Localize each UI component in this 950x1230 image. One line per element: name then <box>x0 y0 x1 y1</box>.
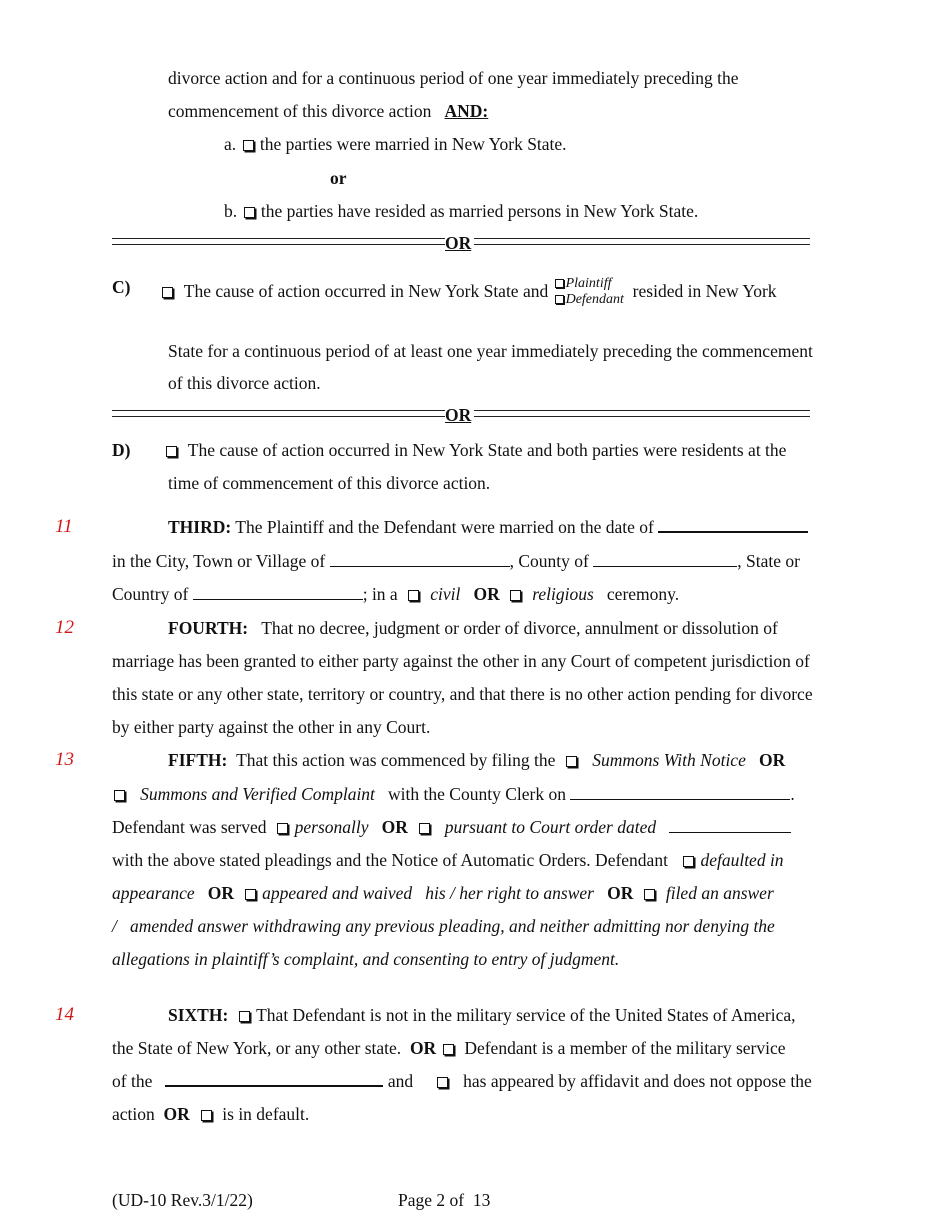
defendant-checkbox[interactable] <box>555 295 564 304</box>
waived-label: appeared and waived his / her right to answer <box>262 883 594 903</box>
section-c-line1 <box>160 276 777 308</box>
fifth-line5 <box>112 882 774 904</box>
pleadings-text: with the above stated pleadings and the Notice of Automatic Orders. Defendant <box>112 850 668 870</box>
option-a-checkbox[interactable] <box>243 140 254 151</box>
option-b-checkbox[interactable] <box>244 207 255 218</box>
default-checkbox[interactable] <box>201 1110 212 1121</box>
and-label: and <box>387 1071 414 1091</box>
paragraph-number-14: 14 <box>55 1004 74 1025</box>
section-b-line2 <box>168 100 488 122</box>
sixth-line3 <box>112 1070 812 1092</box>
separator-rule-right <box>474 410 810 417</box>
section-d-line2: time of commencement of this divorce action. <box>168 473 491 493</box>
ceremony-label: ceremony. <box>606 584 680 604</box>
served-text: Defendant was served <box>112 817 267 837</box>
section-b-line1: divorce action and for a continuous period of one year immediately preceding the <box>168 68 739 88</box>
or-label: or <box>330 168 347 188</box>
county-field[interactable] <box>593 552 737 567</box>
or-label: OR <box>473 584 500 604</box>
section-c-label: C) <box>112 277 131 297</box>
civil-label: civil <box>430 584 461 604</box>
court-order-date-field[interactable] <box>669 818 791 833</box>
personally-label: personally <box>294 817 369 837</box>
summons-notice-checkbox[interactable] <box>566 756 577 767</box>
ceremony-intro: ; in a <box>362 584 398 604</box>
separator-rule-left <box>112 238 445 245</box>
fourth-heading: FOURTH: <box>168 618 249 638</box>
summons-complaint-checkbox[interactable] <box>114 790 125 801</box>
separator-rule-right <box>474 238 810 245</box>
option-a-marker: a. <box>224 134 237 154</box>
page-number: Page 2 of 13 <box>398 1190 491 1210</box>
summons-complaint-label: Summons and Verified Complaint <box>140 784 375 804</box>
military-member-text: Defendant is a member of the military service <box>464 1038 786 1058</box>
plaintiff-checkbox[interactable] <box>555 279 564 288</box>
of-the-label: of the <box>112 1071 153 1091</box>
sixth-line2 <box>112 1037 786 1059</box>
filed-answer-label: filed an answer <box>665 883 774 903</box>
fourth-line4: by either party against the other in any Court. <box>112 717 431 737</box>
military-member-checkbox[interactable] <box>443 1044 454 1055</box>
religious-label: religious <box>532 584 594 604</box>
section-d-label: D) <box>112 440 131 460</box>
court-order-label: pursuant to Court order dated <box>444 817 657 837</box>
or-label: OR <box>381 817 408 837</box>
third-line2 <box>112 550 800 572</box>
civil-checkbox[interactable] <box>408 590 419 601</box>
state-label: , State or <box>737 551 800 571</box>
or-label: OR <box>207 883 234 903</box>
section-c-line2: State for a continuous period of at least one year immediately preceding the commencement <box>168 341 813 361</box>
section-d-checkbox[interactable] <box>166 446 177 457</box>
fifth-line3 <box>112 816 791 838</box>
country-field[interactable] <box>193 585 363 600</box>
fourth-line2: marriage has been granted to either party against the other in any Court of competent jurisdiction of <box>112 651 810 671</box>
fifth-heading: FIFTH: <box>168 750 228 770</box>
option-b-text: the parties have resided as married persons in New York State. <box>260 201 699 221</box>
summons-notice-label: Summons With Notice <box>592 750 746 770</box>
paragraph-number-11: 11 <box>55 516 73 537</box>
fourth-line3: this state or any other state, territory or country, and that there is no other action pending for divorce <box>112 684 813 704</box>
city-field[interactable] <box>330 552 510 567</box>
separator-or: OR <box>445 233 472 253</box>
fourth-text1: That no decree, judgment or order of divorce, annulment or dissolution of <box>261 618 778 638</box>
court-order-checkbox[interactable] <box>419 823 430 834</box>
fifth-line4 <box>112 849 784 871</box>
sixth-text1: That Defendant is not in the military service of the United States of America, <box>256 1005 796 1025</box>
option-b-marker: b. <box>224 201 238 221</box>
option-a <box>224 133 567 155</box>
appearance-label: appearance <box>112 883 195 903</box>
fifth-line7: allegations in plaintiff’s complaint, and consenting to entry of judgment. <box>112 949 620 969</box>
waived-checkbox[interactable] <box>245 889 256 900</box>
option-b <box>224 200 698 222</box>
default-text: is in default. <box>222 1104 310 1124</box>
filed-answer-checkbox[interactable] <box>644 889 655 900</box>
affidavit-checkbox[interactable] <box>437 1077 448 1088</box>
section-c-text2: resided in New York <box>632 281 777 301</box>
city-label: in the City, Town or Village of <box>112 551 326 571</box>
section-b-line2-text: commencement of this divorce action <box>168 101 432 121</box>
paragraph-number-12: 12 <box>55 617 74 638</box>
separator-or: OR <box>445 405 472 425</box>
separator-rule-left <box>112 410 445 417</box>
or-label: OR <box>409 1038 437 1058</box>
affidavit-text: has appeared by affidavit and does not oppose the <box>463 1071 812 1091</box>
personally-checkbox[interactable] <box>277 823 288 834</box>
religious-checkbox[interactable] <box>510 590 521 601</box>
marriage-date-field[interactable] <box>658 517 808 533</box>
and-label: AND: <box>444 101 489 121</box>
paragraph-number-13: 13 <box>55 749 74 770</box>
third-text: The Plaintiff and the Defendant were married on the date of <box>235 517 654 537</box>
or-separator-1 <box>112 232 812 254</box>
or-label: OR <box>758 750 786 770</box>
third-heading: THIRD: <box>168 517 232 537</box>
not-military-checkbox[interactable] <box>239 1011 250 1022</box>
defendant-label: Defendant <box>565 292 624 307</box>
party-choice <box>553 276 624 308</box>
fourth-line1 <box>168 617 778 639</box>
defaulted-checkbox[interactable] <box>683 856 694 867</box>
country-label: Country of <box>112 584 189 604</box>
sixth-heading: SIXTH: <box>168 1005 229 1025</box>
fifth-line1 <box>168 749 785 771</box>
third-line1 <box>168 516 808 538</box>
section-c-checkbox[interactable] <box>162 287 173 298</box>
fifth-line6: / amended answer withdrawing any previous pleading, and neither admitting nor denying the <box>112 916 775 936</box>
action-label: action <box>112 1104 155 1124</box>
or-label: OR <box>607 883 634 903</box>
period: . <box>790 784 795 804</box>
section-d-text: The cause of action occurred in New York State and both parties were residents at the <box>187 440 787 460</box>
plaintiff-label: Plaintiff <box>565 276 612 291</box>
fifth-line2 <box>112 783 795 805</box>
defaulted-label: defaulted in <box>700 850 784 870</box>
third-line3 <box>112 583 679 605</box>
military-branch-field[interactable] <box>165 1071 383 1087</box>
county-label: , County of <box>509 551 589 571</box>
section-c-line3: of this divorce action. <box>168 373 321 393</box>
fifth-text1: That this action was commenced by filing the <box>236 750 556 770</box>
or-label: OR <box>163 1104 190 1124</box>
filing-date-field[interactable] <box>570 785 790 800</box>
or-separator-2 <box>112 404 812 426</box>
sixth-line4 <box>112 1103 309 1125</box>
form-id: (UD-10 Rev.3/1/22) <box>112 1190 253 1210</box>
county-clerk-text: with the County Clerk on <box>388 784 566 804</box>
sixth-line1 <box>168 1004 796 1026</box>
sixth-text2: the State of New York, or any other state. <box>112 1038 402 1058</box>
section-c-text1: The cause of action occurred in New York State and <box>183 281 549 301</box>
section-d-line1 <box>164 439 786 461</box>
option-a-text: the parties were married in New York State. <box>259 134 567 154</box>
